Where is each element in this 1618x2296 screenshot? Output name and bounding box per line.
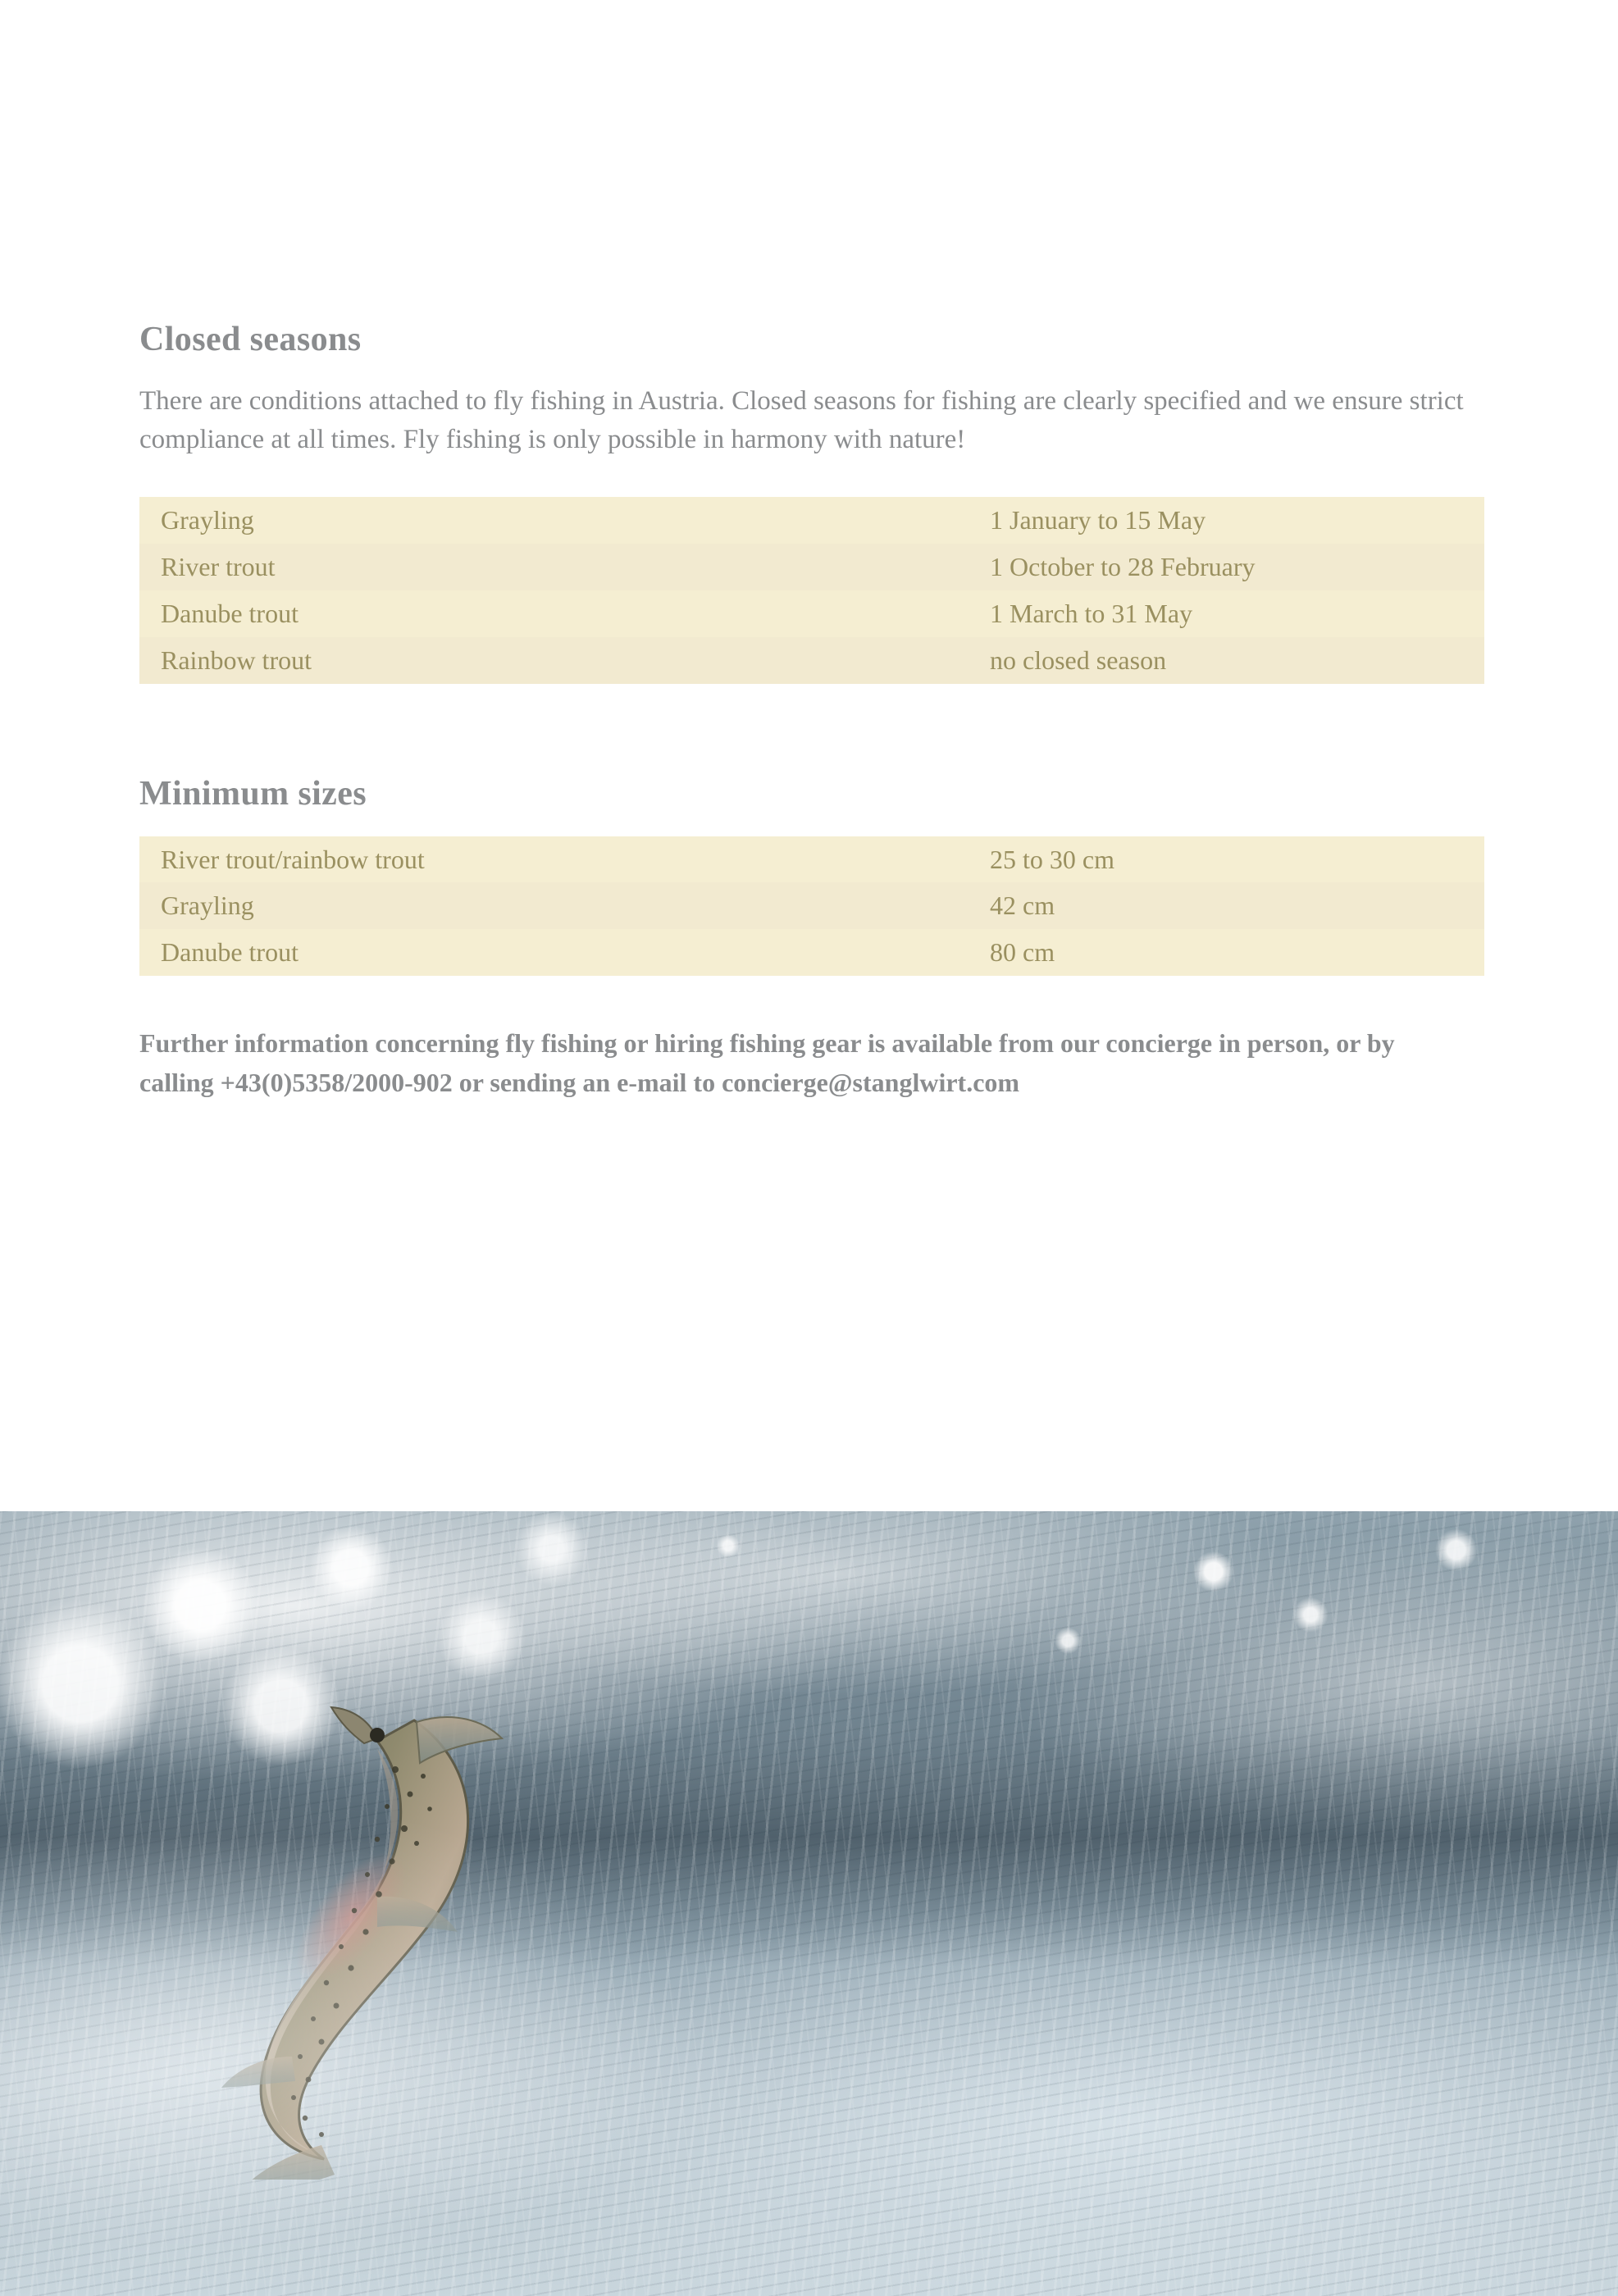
table-row — [139, 590, 1484, 637]
section-spacer — [139, 684, 1484, 774]
closed-season-period: 1 October to 28 February — [990, 551, 1256, 581]
contact-footnote: Further information concerning fly fishing or hiring fishing gear is available from our concierge in person, or by calling +43(0)5358/2000-902 or sending an e-mail to concierge@stanglwirt.com — [139, 1028, 1395, 1098]
trout-head — [331, 1707, 377, 1743]
minimum-sizes-table — [139, 836, 1484, 977]
minimum-size-value: 25 to 30 cm — [990, 844, 1114, 874]
minimum-size-value: 80 cm — [990, 937, 1055, 968]
minimum-size-value: 42 cm — [990, 891, 1055, 921]
page-content — [139, 320, 1484, 1102]
trout-photo — [0, 1511, 1618, 2296]
species-name: Grayling — [161, 891, 254, 921]
species-name: Danube trout — [161, 598, 299, 628]
table-row — [139, 882, 1484, 929]
closed-seasons-heading: Closed seasons — [139, 321, 362, 358]
closed-seasons-intro-paragraph: There are conditions attached to fly fishing in Austria. Closed seasons for fishing are clearly specified and we ensure strict compliance at all times. Fly fishing is only possible in harmony with nature! — [139, 386, 1464, 454]
footnote-spacer — [139, 976, 1484, 1023]
closed-season-period: no closed season — [990, 645, 1167, 675]
table-row — [139, 836, 1484, 883]
species-name: Grayling — [161, 504, 254, 535]
species-name: Danube trout — [161, 937, 299, 968]
minimum-sizes-heading: Minimum sizes — [139, 774, 367, 813]
species-name: Rainbow trout — [161, 645, 312, 675]
table-row — [139, 637, 1484, 684]
trout-tail-fin — [239, 2145, 335, 2180]
closed-seasons-table — [139, 497, 1484, 684]
table-row — [139, 544, 1484, 590]
trout-eye — [370, 1728, 385, 1742]
species-name: River trout — [161, 551, 276, 581]
trout-dorsal-fin — [417, 1717, 502, 1763]
table-row — [139, 929, 1484, 976]
closed-season-period: 1 March to 31 May — [990, 598, 1193, 628]
species-name: River trout/rainbow trout — [161, 844, 425, 874]
closed-season-period: 1 January to 15 May — [990, 504, 1206, 535]
table-row — [139, 497, 1484, 544]
rainbow-trout-icon — [131, 1671, 590, 2180]
